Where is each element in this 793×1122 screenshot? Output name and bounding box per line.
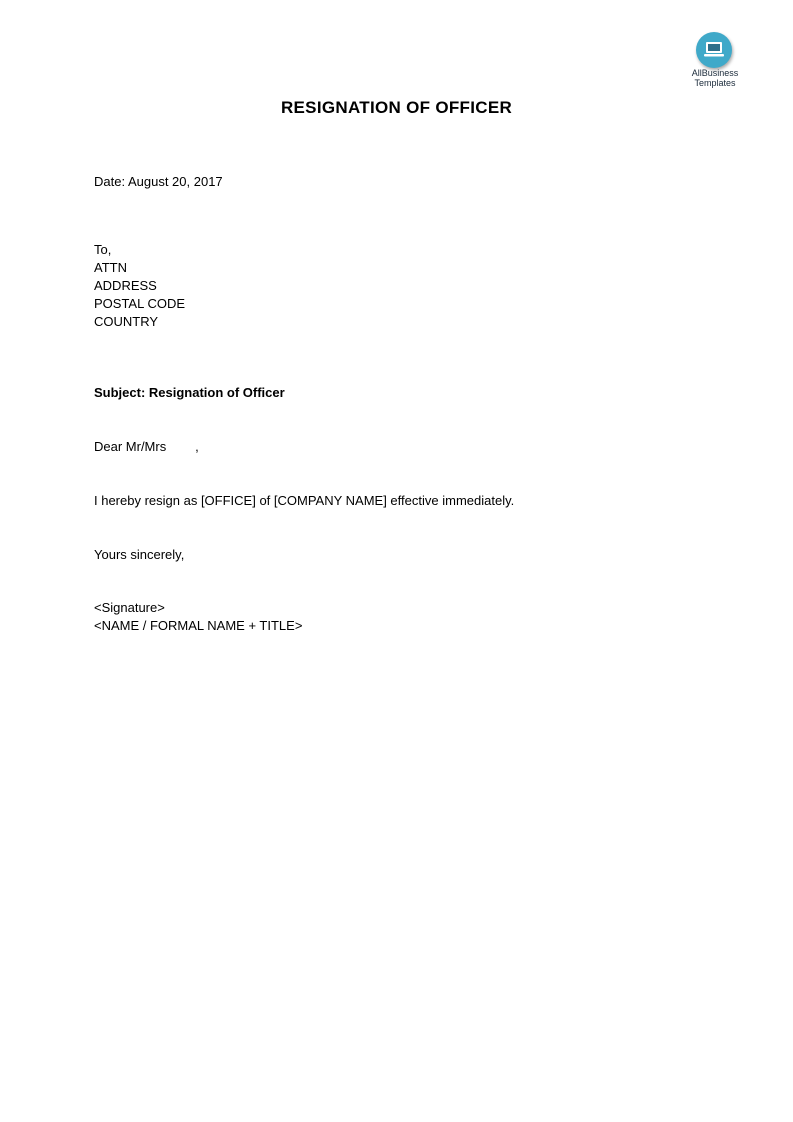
signature-placeholder: <Signature> xyxy=(94,600,165,615)
recipient-attn: ATTN xyxy=(94,260,127,275)
logo-text xyxy=(680,68,750,88)
recipient-address: ADDRESS xyxy=(94,278,157,293)
logo-line-1: AllBusiness xyxy=(691,68,739,78)
closing: Yours sincerely, xyxy=(94,547,185,562)
recipient-country: COUNTRY xyxy=(94,314,159,329)
logo-line-2: Templates xyxy=(694,78,736,88)
body-paragraph: I hereby resign as [OFFICE] of [COMPANY NAME] effective immediately. xyxy=(94,493,515,508)
document-title: RESIGNATION OF OFFICER xyxy=(280,98,513,117)
subject-line: Subject: Resignation of Officer xyxy=(94,385,285,400)
logo-badge xyxy=(696,32,732,68)
date-line: Date: August 20, 2017 xyxy=(94,174,223,189)
laptop-icon xyxy=(702,40,726,60)
recipient-to: To, xyxy=(94,242,112,257)
salutation: Dear Mr/Mrs , xyxy=(94,439,199,454)
recipient-postal-code: POSTAL CODE xyxy=(94,296,186,311)
name-title-placeholder: <NAME / FORMAL NAME + TITLE> xyxy=(94,618,303,633)
brand-logo xyxy=(680,32,750,92)
